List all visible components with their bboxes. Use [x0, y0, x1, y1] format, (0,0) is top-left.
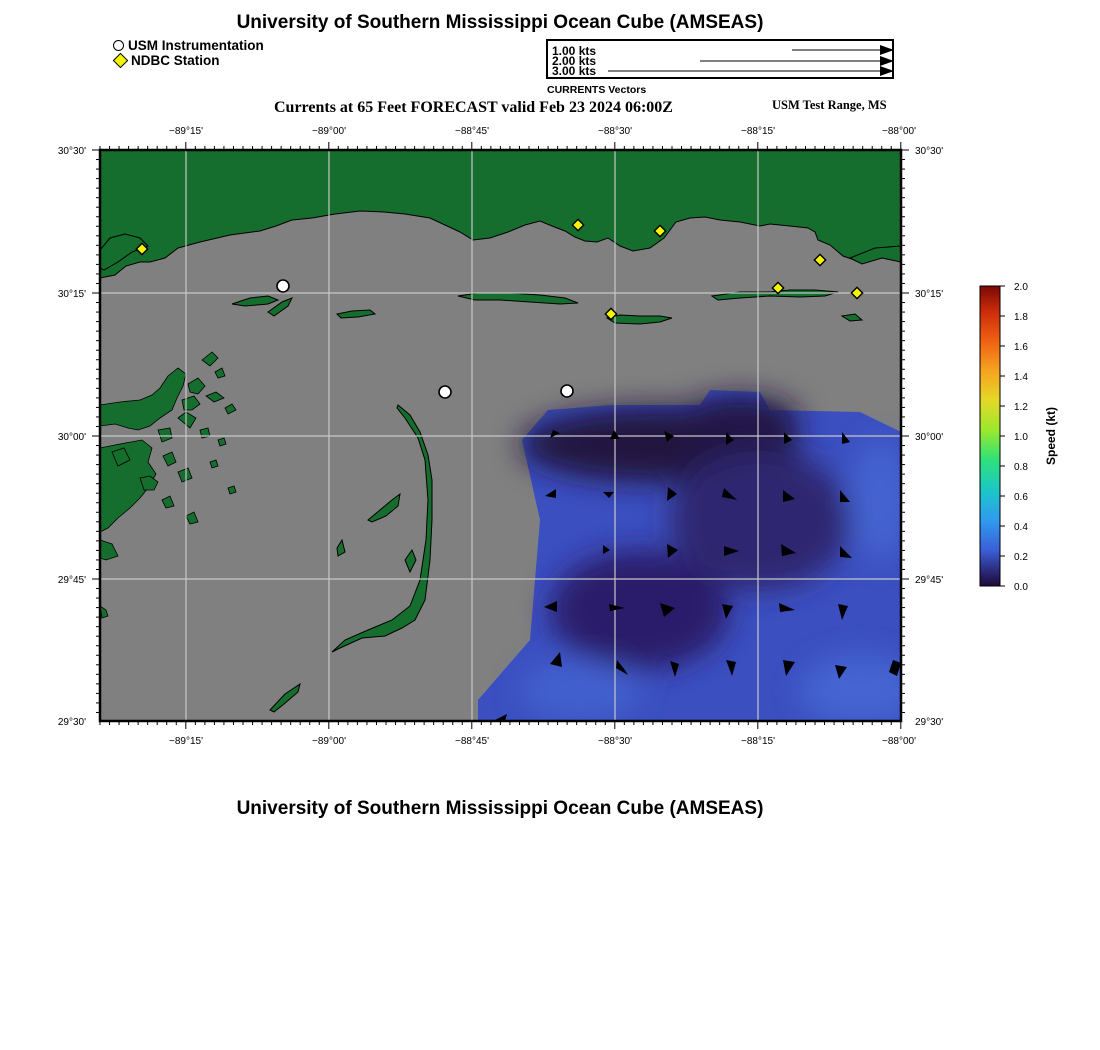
main-title: University of Southern Mississippi Ocean Cube (AMSEAS) [236, 12, 764, 33]
lon-tick-label: −89°15' [169, 126, 203, 137]
lat-tick-label: 30°00' [915, 432, 944, 443]
colorbar-tick-label: 0.4 [1014, 522, 1028, 533]
footer-title: University of Southern Mississippi Ocean Cube (AMSEAS) [236, 798, 764, 819]
map-subtitle: Currents at 65 Feet FORECAST valid Feb 23 2024 06:00Z [274, 99, 673, 116]
lat-tick-label: 29°45' [915, 575, 944, 586]
colorbar-tick-labels [1014, 282, 1028, 593]
vector-scale-label: 1.00 kts [552, 44, 597, 58]
lat-tick-label: 29°45' [57, 575, 86, 586]
lon-tick-label: −88°00' [882, 126, 916, 137]
lat-tick-label: 30°30' [915, 146, 944, 157]
colorbar-gradient [980, 286, 1000, 586]
lat-labels-right [915, 146, 943, 728]
lat-tick-label: 30°00' [57, 432, 86, 443]
colorbar-tick-label: 1.0 [1014, 432, 1028, 443]
colorbar-tick-label: 0.8 [1014, 462, 1028, 473]
speed-colorbar [970, 278, 1070, 594]
colorbar-tick-label: 1.6 [1014, 342, 1028, 353]
lon-tick-label: −88°30' [598, 736, 632, 747]
lon-tick-label: −88°45' [455, 736, 489, 747]
lon-tick-label: −88°30' [598, 126, 632, 137]
colorbar-label: Speed (kt) [1044, 406, 1058, 466]
lon-tick-label: −89°15' [169, 736, 203, 747]
colorbar-tick-label: 1.8 [1014, 312, 1028, 323]
colorbar-tick-label: 1.4 [1014, 372, 1028, 383]
vector-scale-label: 2.00 kts [552, 54, 597, 68]
colorbar-tick-label: 0.0 [1014, 582, 1028, 593]
speed-field [478, 390, 920, 725]
lon-tick-label: −88°00' [882, 736, 916, 747]
colorbar-tick-label: 0.6 [1014, 492, 1028, 503]
legend-usm-label: USM Instrumentation [128, 38, 264, 53]
colorbar-tick-label: 1.2 [1014, 402, 1028, 413]
lon-tick-label: −88°45' [455, 126, 489, 137]
lat-tick-label: 29°30' [915, 717, 944, 728]
vector-scale-label: 3.00 kts [552, 64, 597, 78]
lon-tick-label: −89°00' [312, 736, 346, 747]
vector-scale-caption: CURRENTS Vectors [547, 84, 647, 96]
lon-tick-label: −89°00' [312, 126, 346, 137]
lon-labels-top [169, 126, 916, 137]
usm-site-marker [277, 280, 289, 292]
lon-tick-label: −88°15' [741, 126, 775, 137]
lat-labels-left [58, 146, 86, 728]
usm-site-marker [439, 386, 451, 398]
legend-ndbc-label: NDBC Station [131, 53, 220, 68]
lon-tick-label: −88°15' [741, 736, 775, 747]
colorbar-tick-label: 2.0 [1014, 282, 1028, 293]
lat-tick-label: 29°30' [57, 717, 86, 728]
lat-tick-label: 30°15' [915, 289, 944, 300]
usm-site-marker [561, 385, 573, 397]
lon-labels-bottom [169, 736, 916, 747]
colorbar-tick-label: 0.2 [1014, 552, 1028, 563]
lat-tick-label: 30°15' [57, 289, 86, 300]
region-label: USM Test Range, MS [772, 98, 887, 112]
colorbar-ticks [1000, 286, 1005, 586]
lat-tick-label: 30°30' [57, 146, 86, 157]
